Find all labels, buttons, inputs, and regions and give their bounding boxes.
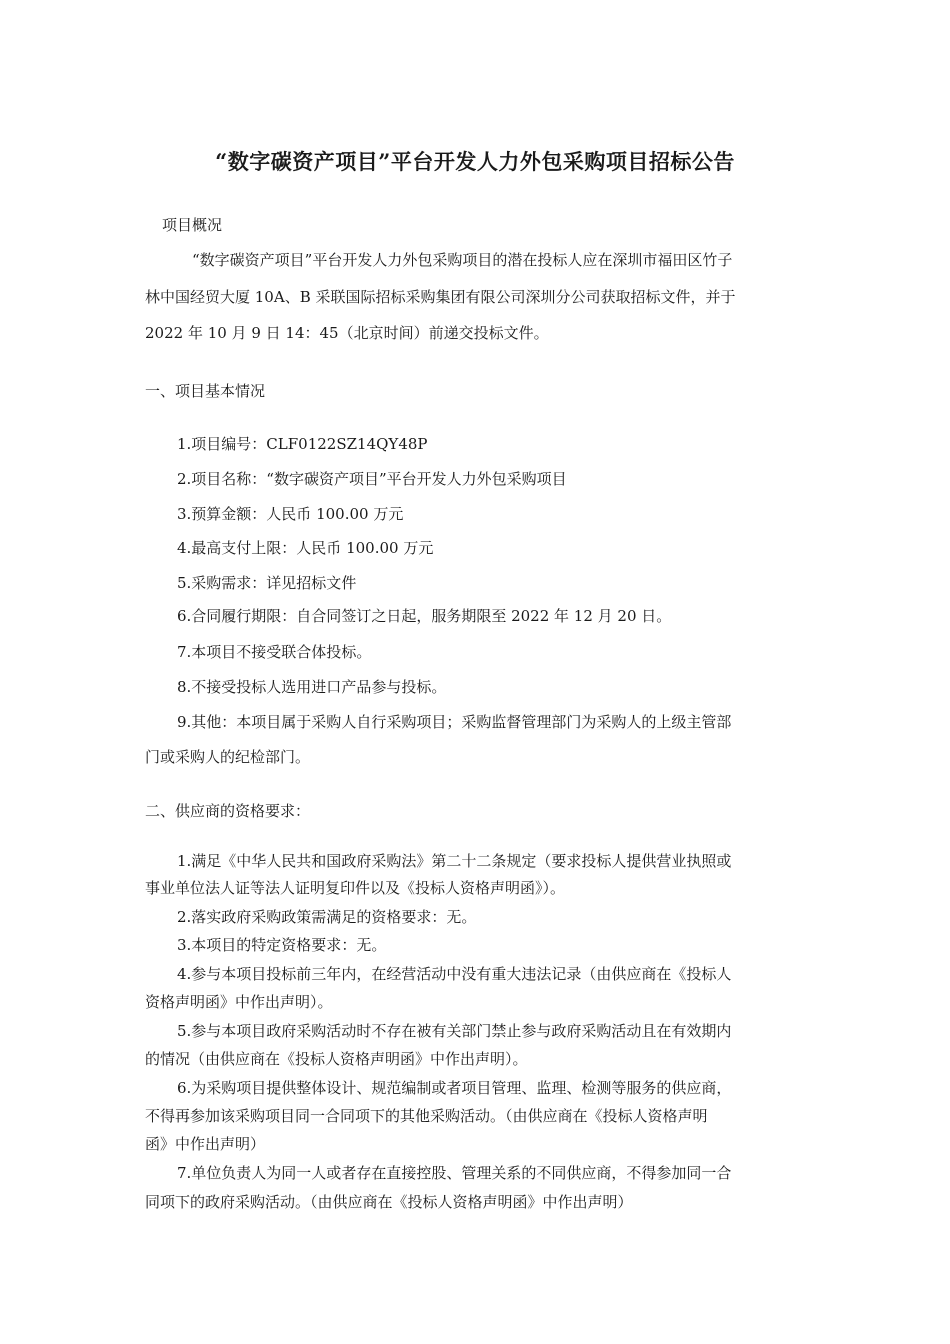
section2-line: 的情况（由供应商在《投标人资格声明函》中作出声明）。	[145, 1050, 528, 1068]
section1-item: 4.最高支付上限：人民币 100.00 万元	[177, 539, 434, 557]
section2-line: 4.参与本项目投标前三年内，在经营活动中没有重大违法记录（由供应商在《投标人	[177, 965, 732, 983]
section2-line: 资格声明函》中作出声明）。	[145, 993, 333, 1011]
section2-line: 2.落实政府采购政策需满足的资格要求：无。	[177, 908, 477, 926]
overview-heading: 项目概况	[162, 216, 223, 234]
section2-line: 3.本项目的特定资格要求：无。	[177, 936, 387, 954]
section2-heading: 二、供应商的资格要求：	[145, 802, 311, 820]
overview-line: 2022 年 10 月 9 日 14：45（北京时间）前递交投标文件。	[145, 324, 549, 342]
section1-item: 8.不接受投标人选用进口产品参与投标。	[177, 678, 447, 696]
section1-item: 6.合同履行期限：自合同签订之日起，服务期限至 2022 年 12 月 20 日。	[177, 607, 672, 625]
document-title: “数字碳资产项目”平台开发人力外包采购项目招标公告	[215, 149, 735, 174]
section1-item-continuation: 门或采购人的纪检部门。	[145, 748, 311, 766]
section2-line: 事业单位法人证等法人证明复印件以及《投标人资格声明函》）。	[145, 879, 566, 897]
overview-line: “数字碳资产项目”平台开发人力外包采购项目的潜在投标人应在深圳市福田区竹子	[192, 251, 733, 269]
section2-line: 7.单位负责人为同一人或者存在直接控股、管理关系的不同供应商，不得参加同一合	[177, 1164, 732, 1182]
section2-line: 1.满足《中华人民共和国政府采购法》第二十二条规定（要求投标人提供营业执照或	[177, 852, 732, 870]
section1-item: 3.预算金额：人民币 100.00 万元	[177, 505, 404, 523]
section1-item: 1.项目编号：CLF0122SZ14QY48P	[177, 435, 428, 453]
section2-line: 不得再参加该采购项目同一合同项下的其他采购活动。（由供应商在《投标人资格声明	[145, 1107, 708, 1125]
section2-line: 6.为采购项目提供整体设计、规范编制或者项目管理、监理、检测等服务的供应商，	[177, 1079, 732, 1097]
section2-line: 5.参与本项目政府采购活动时不存在被有关部门禁止参与政府采购活动且在有效期内	[177, 1022, 732, 1040]
section1-item: 2.项目名称：“数字碳资产项目”平台开发人力外包采购项目	[177, 470, 567, 488]
section1-heading: 一、项目基本情况	[145, 382, 266, 400]
section2-line: 同项下的政府采购活动。（由供应商在《投标人资格声明函》中作出声明）	[145, 1193, 633, 1211]
section1-item: 7.本项目不接受联合体投标。	[177, 643, 372, 661]
section1-item: 5.采购需求：详见招标文件	[177, 574, 357, 592]
section1-item: 9.其他：本项目属于采购人自行采购项目；采购监督管理部门为采购人的上级主管部	[177, 713, 732, 731]
section2-line: 函》中作出声明）	[145, 1135, 266, 1153]
overview-line: 林中国经贸大厦 10A、B 采联国际招标采购集团有限公司深圳分公司获取招标文件，并于	[145, 288, 736, 306]
